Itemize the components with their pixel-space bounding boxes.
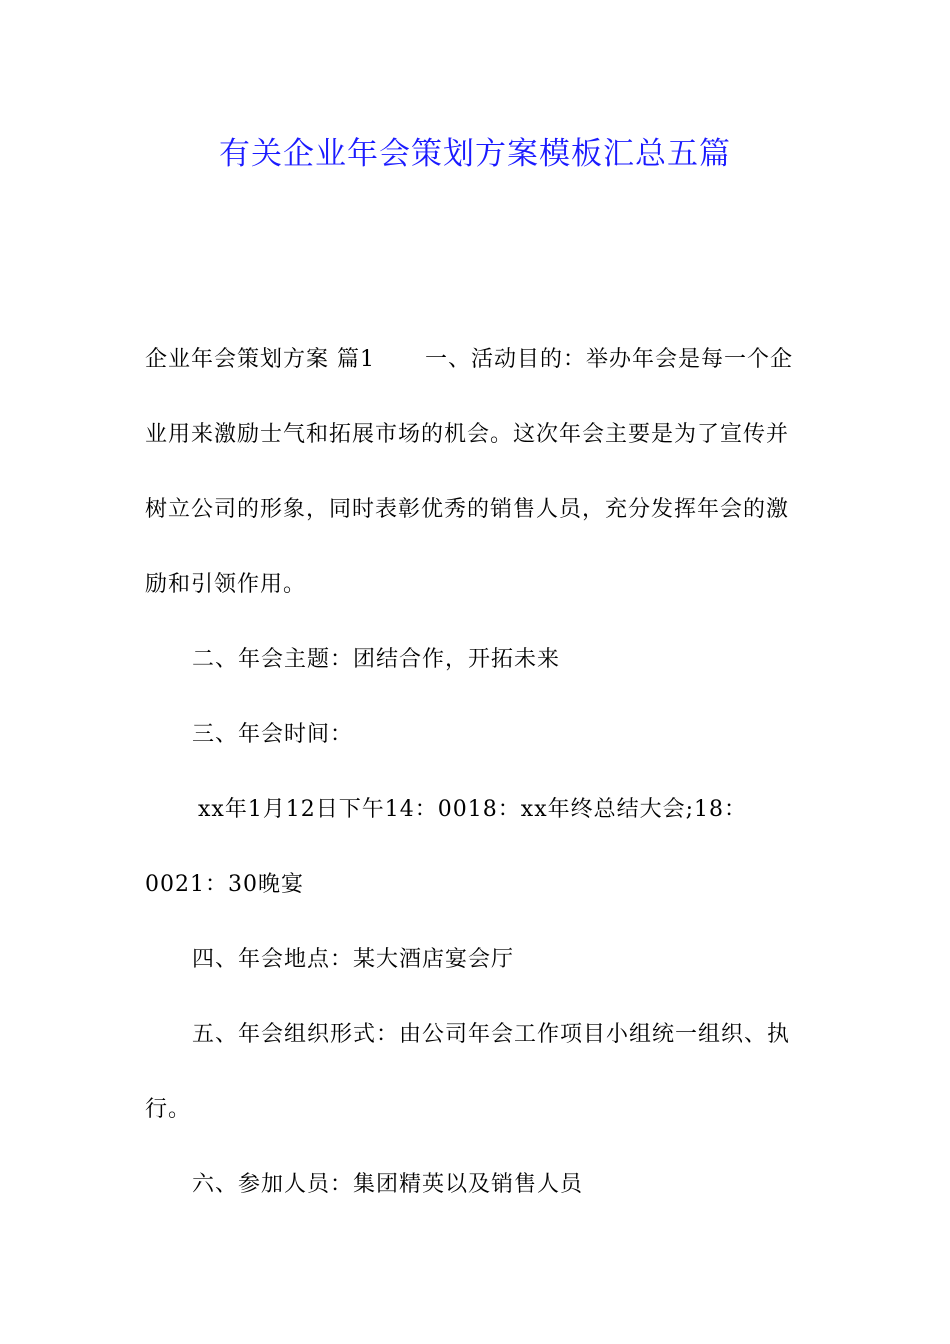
paragraph-4: xx年1月12日下午14：0018：xx年终总结大会;18：0021：30晚宴 — [145, 797, 748, 897]
paragraph-1 — [145, 322, 810, 622]
paragraph-2: 二、年会主题：团结合作，开拓未来 — [192, 647, 561, 672]
paragraph-7: 六、参加人员：集团精英以及销售人员 — [192, 1172, 584, 1197]
section-label: 企业年会策划方案 篇1 — [145, 347, 375, 372]
paragraph-text: 一、活动目的：举办年会是每一个企业用来激励士气和拓展市场的机会。这次年会主要是为了宣传并树立公司的形象，同时表彰优秀的销售人员，充分发挥年会的激励和引领作用。 — [145, 347, 794, 597]
paragraph-3: 三、年会时间： — [192, 722, 354, 747]
paragraph-5: 四、年会地点：某大酒店宴会厅 — [192, 947, 515, 972]
paragraph-6: 五、年会组织形式：由公司年会工作项目小组统一组织、执行。 — [145, 1022, 791, 1122]
document-title: 有关企业年会策划方案模板汇总五篇 — [219, 136, 731, 172]
document-body — [145, 322, 810, 1222]
